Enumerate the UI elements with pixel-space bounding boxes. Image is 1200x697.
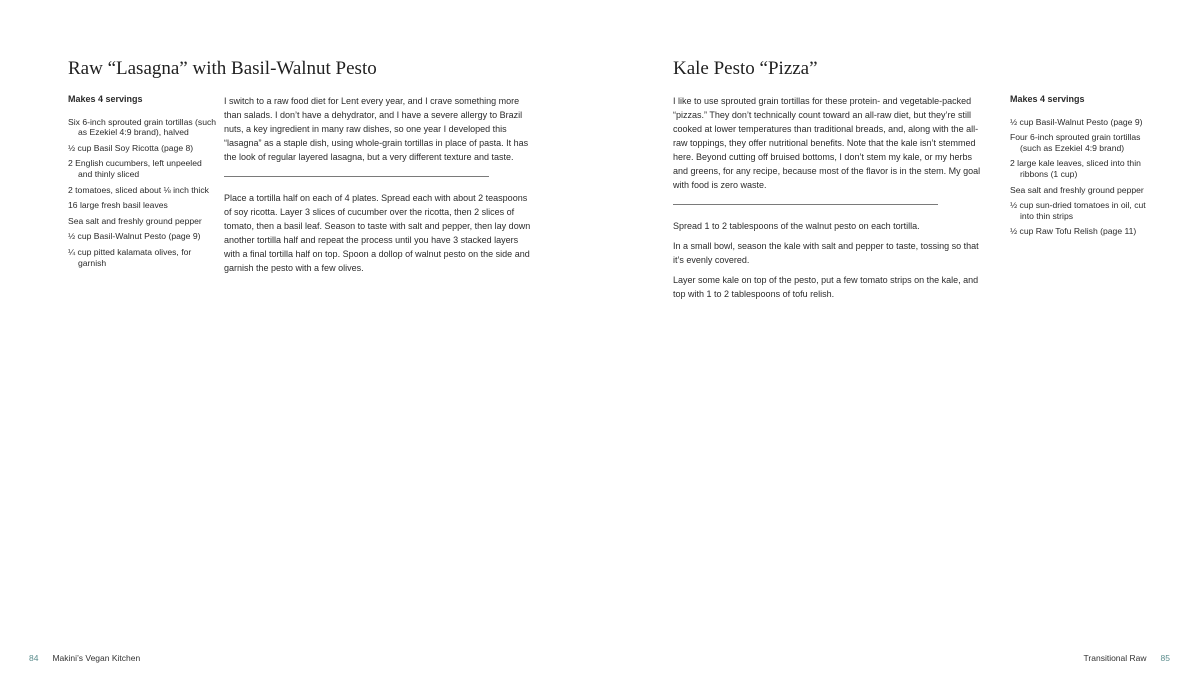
page-number: 85 bbox=[1160, 653, 1170, 663]
running-footer: Makini’s Vegan Kitchen bbox=[52, 653, 141, 663]
ingredient-item: ½ cup Basil-Walnut Pesto (page 9) bbox=[1010, 116, 1143, 127]
step-paragraph: Place a tortilla half on each of 4 plates. Spread each with about 2 teaspoons of soy ricotta. Layer 3 slices of cucumber over the ricotta, then 2 slices of tomato, then a basil leaf. Season to taste with salt and pepper, then lay down another tortilla half and repeat the process until you have 3 stacked layers with a final tortilla half on top. Spoon a dollop of walnut pesto on the side and garnish the pesto with a few olives. bbox=[224, 193, 531, 273]
recipe-title: Kale Pesto “Pizza” bbox=[673, 58, 818, 79]
running-footer: Transitional Raw bbox=[1083, 653, 1147, 663]
right-page bbox=[600, 0, 1200, 697]
ingredient-item: 16 large fresh basil leaves bbox=[68, 200, 168, 211]
section-divider bbox=[673, 204, 938, 205]
ingredient-item: Six 6-inch sprouted grain tortillas (such as Ezekiel 4:9 brand), halved bbox=[68, 116, 217, 138]
ingredient-list bbox=[68, 117, 218, 269]
step-paragraph: In a small bowl, season the kale with salt and pepper to taste, tossing so that it’s evenly covered. bbox=[673, 241, 979, 265]
method-column bbox=[224, 94, 534, 281]
step-paragraph: Spread 1 to 2 tablespoons of the walnut pesto on each tortilla. bbox=[673, 221, 920, 231]
step-paragraph: Layer some kale on top of the pesto, put a few tomato strips on the kale, and top with 1 to 2 tablespoons of tofu relish. bbox=[673, 275, 979, 299]
section-divider bbox=[224, 176, 489, 177]
method-column bbox=[673, 94, 983, 307]
ingredient-item: 2 tomatoes, sliced about ⅛ inch thick bbox=[68, 184, 209, 195]
page-footer bbox=[29, 653, 140, 663]
ingredients-column bbox=[68, 94, 218, 273]
ingredients-column bbox=[1010, 94, 1160, 242]
ingredient-list bbox=[1010, 117, 1160, 237]
ingredient-item: Sea salt and freshly ground pepper bbox=[1010, 184, 1144, 195]
ingredient-item: ½ cup Basil-Walnut Pesto (page 9) bbox=[68, 231, 201, 242]
recipe-title: Raw “Lasagna” with Basil-Walnut Pesto bbox=[68, 58, 377, 79]
page-footer bbox=[1084, 653, 1170, 663]
intro-paragraph: I like to use sprouted grain tortillas for these protein- and vegetable-packed “pizzas.” They don’t technically count toward an all-raw diet, but they’re still cooked at lower temperatures than traditional breads, and, along with the all-raw toppings, they offer nutritional benefits. Note that the kale isn’t stemmed here. Beyond cutting off bruised bottoms, I don’t stem my kale, or my herbs and greens, for any recipe, because most of the flavor is in the stem. My goal with food is zero waste. bbox=[673, 96, 981, 190]
ingredient-item: ½ cup Basil Soy Ricotta (page 8) bbox=[68, 142, 194, 153]
page-number: 84 bbox=[29, 653, 39, 663]
yield: Makes 4 servings bbox=[1010, 94, 1085, 104]
intro-paragraph: I switch to a raw food diet for Lent every year, and I crave something more than salads. I don’t have a dehydrator, and I have a severe allergy to Brazil nuts, a key ingredient in many raw dishes, so one year I developed this “lasagna” as a staple dish, using whole-grain tortillas in place of pasta. It has the look of regular layered lasagna, but a very different texture and taste. bbox=[224, 96, 529, 162]
ingredient-item: 2 large kale leaves, sliced into thin ribbons (1 cup) bbox=[1010, 158, 1141, 179]
ingredient-item: Sea salt and freshly ground pepper bbox=[68, 215, 202, 226]
ingredient-item: Four 6-inch sprouted grain tortillas (such as Ezekiel 4:9 brand) bbox=[1010, 132, 1141, 153]
yield: Makes 4 servings bbox=[68, 94, 143, 104]
ingredient-item: ¼ cup pitted kalamata olives, for garnish bbox=[68, 246, 192, 268]
ingredient-item: ½ cup Raw Tofu Relish (page 11) bbox=[1010, 226, 1137, 237]
ingredient-item: 2 English cucumbers, left unpeeled and thinly sliced bbox=[68, 158, 202, 179]
ingredient-item: ½ cup sun-dried tomatoes in oil, cut into thin strips bbox=[1010, 200, 1146, 221]
